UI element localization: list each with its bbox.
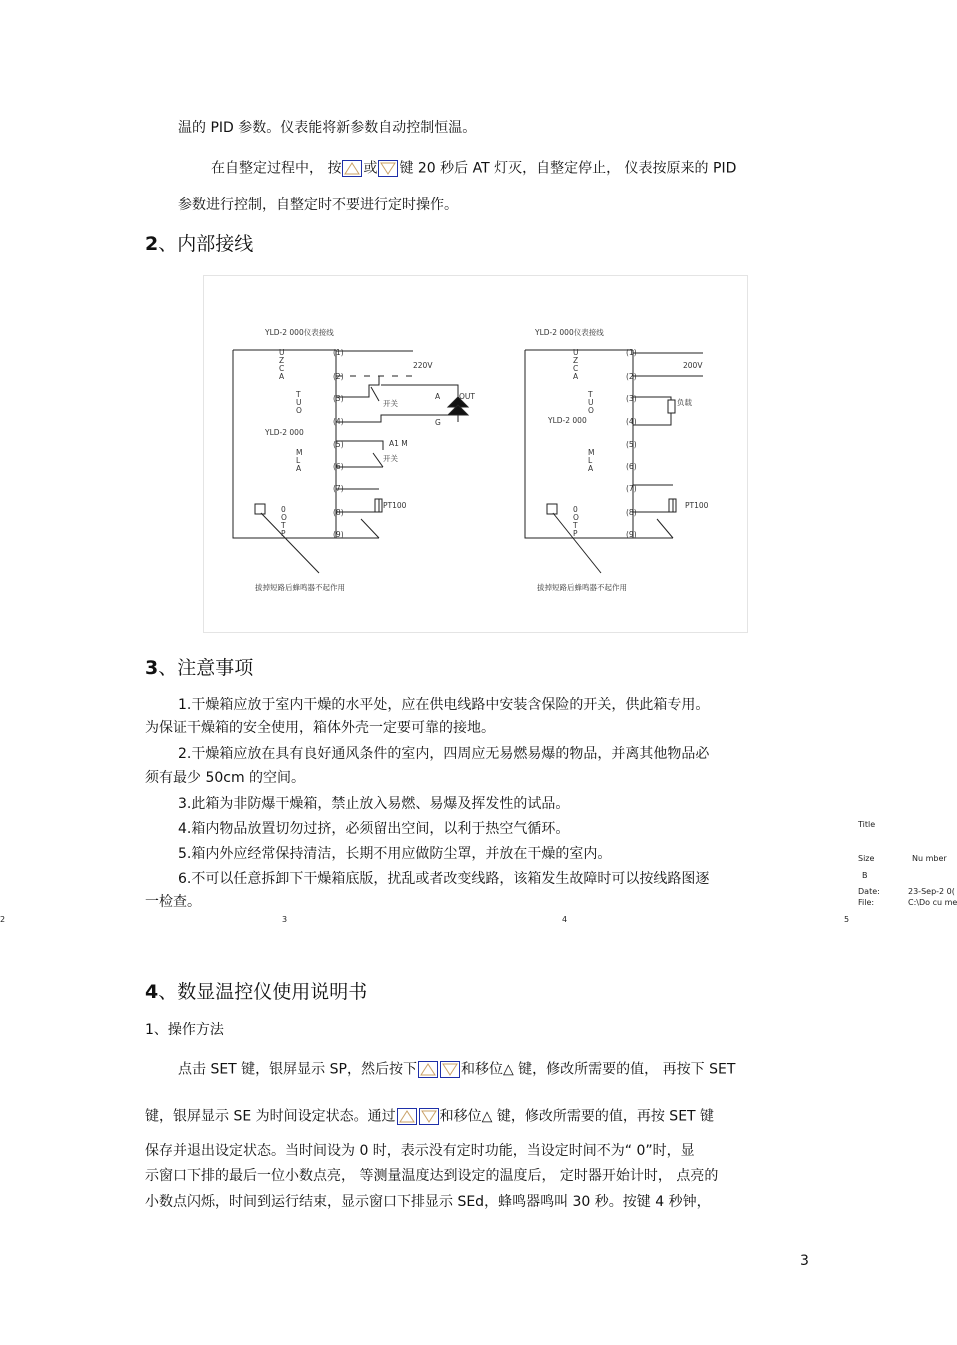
svg-text:(8): (8) [626,508,637,517]
svg-text:L: L [296,456,301,465]
svg-text:YLD-2 000: YLD-2 000 [265,428,304,437]
svg-text:(1): (1) [626,348,637,357]
titleblock-number: Nu mber [912,854,947,863]
svg-text:OUT: OUT [459,392,475,401]
ruler-mark: 2 [0,915,6,924]
svg-text:拔掉短路后蜂鸣器不起作用: 拔掉短路后蜂鸣器不起作用 [537,583,627,592]
svg-text:O: O [296,406,302,415]
note-line: 6.不可以任意拆卸下干燥箱底版，扰乱或者改变线路，该箱发生故障时可以按线路图逐 [178,871,710,887]
svg-text:U: U [588,398,594,407]
para-line: 温的 PID 参数。仪表能将新参数自动控制恒温。 [178,120,477,136]
svg-text:T: T [588,390,593,399]
svg-text:M: M [296,448,303,457]
text: 键，银屏显示 SE 为时间设定状态。通过 [145,1108,396,1125]
svg-text:T: T [296,390,301,399]
para-line: 参数进行控制，自整定时不要进行定时操作。 [178,197,458,213]
svg-text:U: U [296,398,302,407]
svg-text:0: 0 [281,505,286,514]
down-key-icon [378,160,398,177]
note-line: 一检查。 [145,894,201,910]
titleblock-size: Size [858,854,875,863]
svg-text:M: M [588,448,595,457]
svg-text:(6): (6) [333,462,344,471]
up-key-icon [397,1108,417,1125]
svg-text:(3): (3) [626,394,637,403]
subheading: 1、操作方法 [145,1022,224,1038]
section-heading: 2、内部接线 [145,233,254,255]
svg-text:220V: 220V [413,361,433,370]
svg-text:(4): (4) [333,417,344,426]
titleblock-title: Title [858,820,876,829]
svg-text:A: A [435,392,441,401]
svg-text:Z: Z [573,356,579,365]
svg-text:O: O [281,513,287,522]
svg-text:(7): (7) [333,484,344,493]
ruler-mark: 4 [562,915,568,924]
titleblock-date: 23-Sep-2 0( [908,887,955,896]
svg-text:C: C [573,364,579,373]
svg-text:PT100: PT100 [685,501,709,510]
text: 和移位△ 键，修改所需要的值， 再按下 SET [460,1061,736,1078]
svg-text:开关: 开关 [383,399,398,408]
up-key-icon [342,160,362,177]
text: 或 [363,160,378,177]
svg-text:拔掉短路后蜂鸣器不起作用: 拔掉短路后蜂鸣器不起作用 [255,583,345,592]
text: 在自整定过程中， 按 [211,160,342,177]
svg-text:开关: 开关 [383,454,398,463]
svg-text:T: T [281,521,286,530]
svg-text:P: P [573,529,578,538]
text: 键 20 秒后 AT 灯灭，自整定停止， 仪表按原来的 PID [399,160,737,177]
note-line: 须有最少 50cm 的空间。 [145,770,306,786]
note-line: 1.干燥箱应放于室内干燥的水平处，应在供电线路中安装含保险的开关，供此箱专用。 [178,697,710,713]
svg-text:(3): (3) [333,394,344,403]
titleblock-file: C:\Do cu me [908,898,957,907]
down-key-icon [440,1061,460,1078]
svg-text:(6): (6) [626,462,637,471]
section-heading: 3、注意事项 [145,657,254,679]
svg-text:(9): (9) [626,530,637,539]
svg-text:A: A [296,464,302,473]
svg-text:(2): (2) [333,372,344,381]
svg-text:O: O [588,406,594,415]
page-number: 3 [800,1253,809,1269]
svg-text:O: O [573,513,579,522]
svg-text:(5): (5) [333,440,344,449]
left-diagram-title: YLD-2 000仪表接线 [265,328,334,337]
right-diagram-title: YLD-2 000仪表接线 [535,328,604,337]
op-line: 示窗口下排的最后一位小数点亮， 等测量温度达到设定的温度后， 定时器开始计时， 点亮的 [145,1168,719,1184]
svg-text:PT100: PT100 [383,501,407,510]
note-line: 4.箱内物品放置切勿过挤，必须留出空间，以利于热空气循环。 [178,821,570,837]
svg-text:(7): (7) [626,484,637,493]
note-line: 5.箱内外应经常保持清洁，长期不用应做防尘罩，并放在干燥的室内。 [178,846,612,862]
svg-text:U: U [279,348,285,357]
svg-text:A: A [279,372,285,381]
svg-text:A1 M: A1 M [389,439,408,448]
svg-text:U: U [573,348,579,357]
svg-text:(1): (1) [333,348,344,357]
up-key-icon [418,1061,438,1078]
text: 和移位△ 键，修改所需要的值，再按 SET 键 [439,1108,715,1125]
op-line: 小数点闪烁，时间到运行结束，显示窗口下排显示 SEd，蜂鸣器鸣叫 30 秒。按键 4 秒钟， [145,1194,711,1210]
titleblock-date-label: Date: [858,887,880,896]
svg-text:200V: 200V [683,361,703,370]
svg-text:G: G [435,418,441,427]
svg-text:C: C [279,364,285,373]
text: 点击 SET 键，银屏显示 SP，然后按下 [178,1061,417,1078]
svg-text:负载: 负载 [677,398,692,407]
para-line [211,160,736,177]
section-heading: 4、数显温控仪使用说明书 [145,981,368,1003]
titleblock-b: B [862,871,868,880]
note-line: 3.此箱为非防爆干燥箱，禁止放入易燃、易爆及挥发性的试品。 [178,796,570,812]
op-line [178,1061,735,1078]
svg-text:(4): (4) [626,417,637,426]
svg-text:(2): (2) [626,372,637,381]
svg-text:0: 0 [573,505,578,514]
svg-text:Z: Z [279,356,285,365]
svg-text:YLD-2 000: YLD-2 000 [548,416,587,425]
note-line: 为保证干燥箱的安全使用，箱体外壳一定要可靠的接地。 [145,720,495,736]
wiring-diagram [203,275,748,633]
svg-text:L: L [588,456,593,465]
down-key-icon [419,1108,439,1125]
op-line [145,1108,714,1125]
svg-text:(8): (8) [333,508,344,517]
svg-text:A: A [588,464,594,473]
ruler-mark: 5 [844,915,850,924]
right-labels [537,348,709,592]
svg-text:T: T [573,521,578,530]
svg-text:A: A [573,372,579,381]
op-line: 保存并退出设定状态。当时间设为 0 时，表示没有定时功能，当设定时间不为“ 0”时，显 [145,1143,695,1159]
svg-text:P: P [281,529,286,538]
svg-text:(9): (9) [333,530,344,539]
titleblock-file-label: File: [858,898,875,907]
ruler-mark: 3 [282,915,288,924]
svg-text:(5): (5) [626,440,637,449]
note-line: 2.干燥箱应放在具有良好通风条件的室内，四周应无易燃易爆的物品，并离其他物品必 [178,746,710,762]
